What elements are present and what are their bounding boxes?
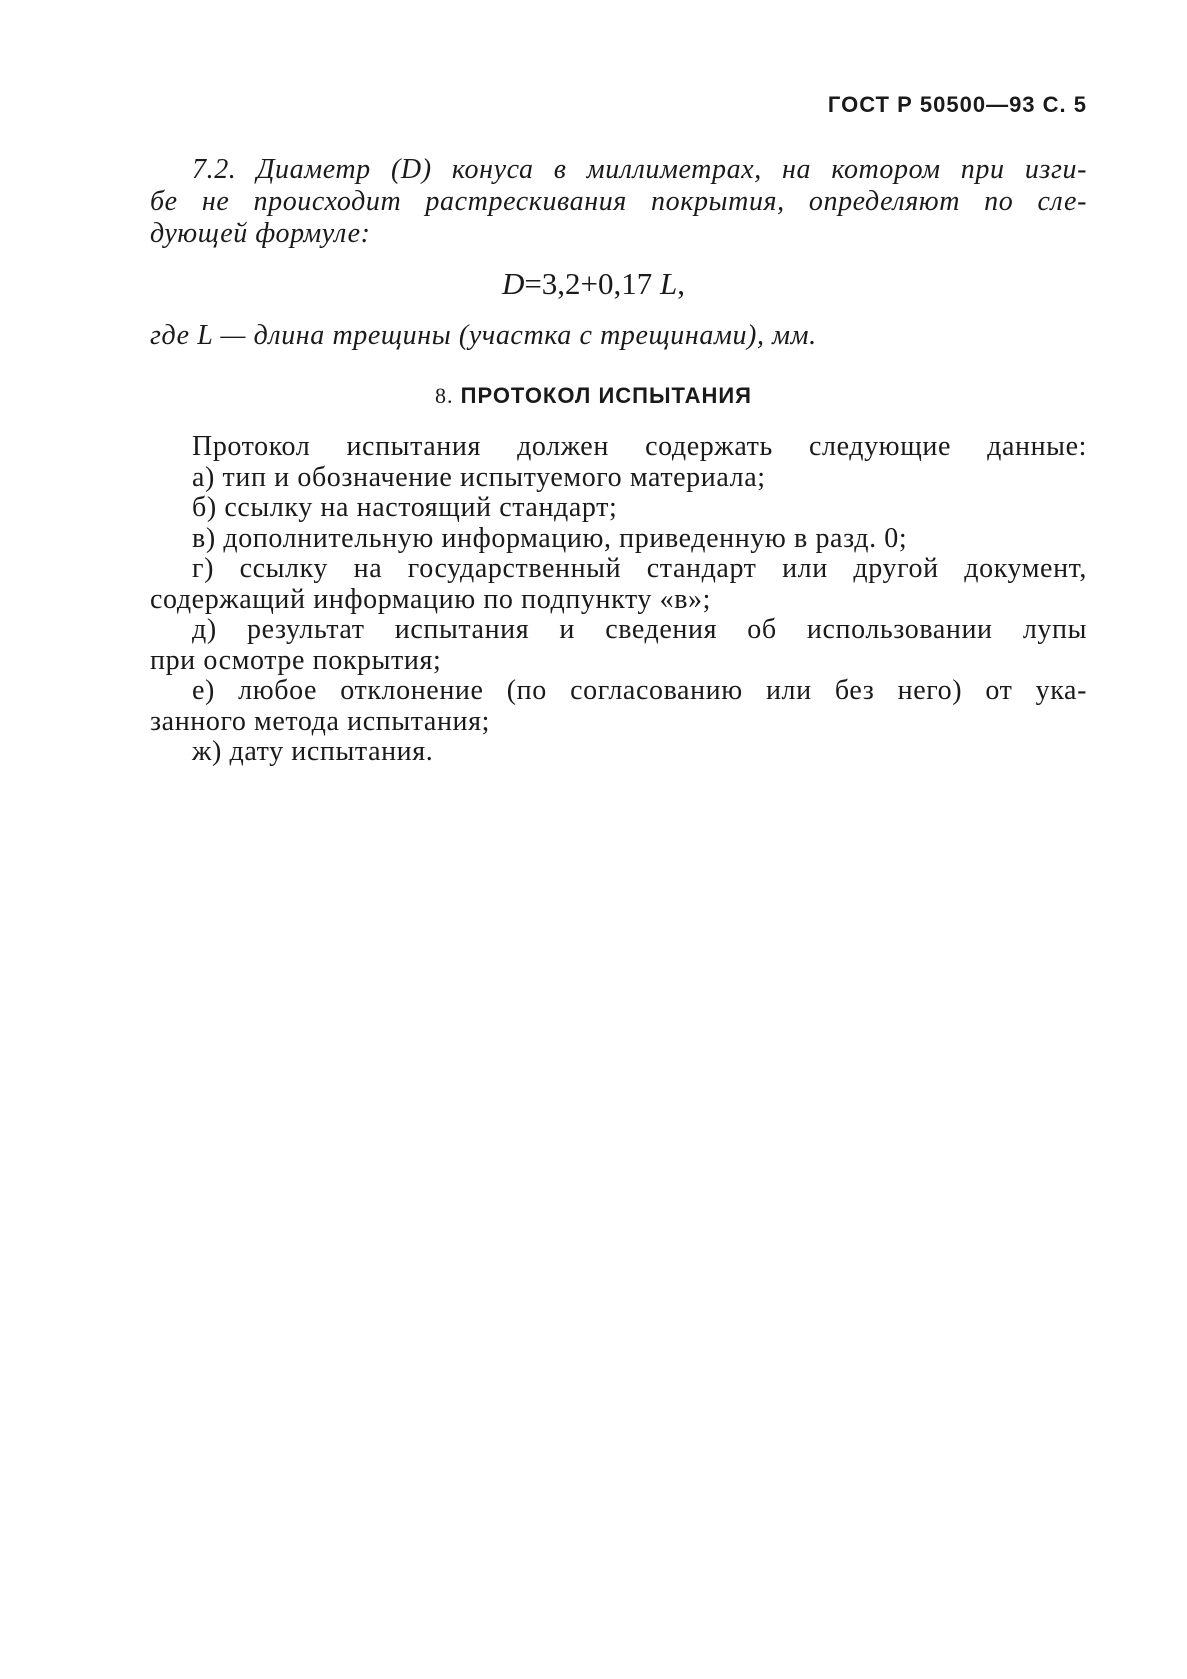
formula-var: L <box>660 266 678 301</box>
clause-7-2 <box>150 154 1087 250</box>
protocol-item-v: в) дополнительную информацию, приведенную в разд. 0; <box>192 522 908 554</box>
protocol-item-d: д) результат испытания и сведения об использовании лупы <box>192 614 1087 645</box>
formula <box>0 266 1187 302</box>
protocol-intro: Протокол испытания должен содержать следующие данные: <box>192 431 1087 462</box>
protocol-item-g: г) ссылку на государственный стандарт или другой документ, <box>192 553 1087 584</box>
protocol-item-zh: ж) дату испытания. <box>192 736 434 767</box>
protocol-list <box>150 432 1087 768</box>
formula-rhs: =3,2+0,17 <box>524 266 653 301</box>
protocol-item-a: а) тип и обозначение испытуемого материала; <box>192 461 766 493</box>
page-header: ГОСТ Р 50500—93 С. 5 <box>827 92 1087 117</box>
section-title: ПРОТОКОЛ ИСПЫТАНИЯ <box>460 383 752 408</box>
clause-7-2-line-1: 7.2. Диаметр (D) конуса в миллиметрах, на котором при изги- <box>192 154 1087 185</box>
formula-trail: , <box>677 266 686 301</box>
section-heading <box>0 383 1187 409</box>
clause-7-2-line-2: бе не происходит растрескивания покрытия, определяют по сле- <box>150 186 1087 217</box>
protocol-item-b: б) ссылку на настоящий стандарт; <box>192 492 618 523</box>
protocol-item-e-cont: занного метода испытания; <box>150 705 490 737</box>
section-number: 8. <box>435 383 454 408</box>
protocol-item-e: е) любое отклонение (по согласованию или без него) от ука- <box>192 675 1087 706</box>
where-clause: где L — длина трещины (участка с трещинами), мм. <box>150 320 817 351</box>
protocol-item-d-cont: при осмотре покрытия; <box>150 644 442 676</box>
clause-7-2-line-3: дующей формуле: <box>150 218 371 249</box>
protocol-item-g-cont: содержащий информацию по подпункту «в»; <box>150 583 712 615</box>
formula-lhs: D <box>501 266 525 301</box>
